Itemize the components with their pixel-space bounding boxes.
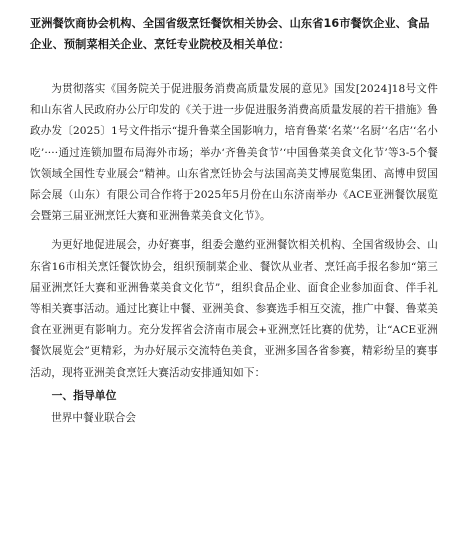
paragraph-event-invitation: 为更好地促进展会，办好赛事，组委会邀约亚洲餐饮相关机构、全国省级协会、山东省16市相关烹饪餐饮协会，组织预制菜企业、餐饮从业者、烹饪高手报名参加“第三届亚洲烹饪大赛和亚洲鲁菜美食文化节”，组织食品企业、面食企业参加面食、伴手礼等相关赛事活动。通过比赛让中餐、亚洲美食、参赛选手相互交流，推广中餐、鲁菜美食在亚洲更有影响力。充分发挥省会济南市展会+亚洲烹饪比赛的优势，让“ACE亚洲餐饮展览会”更精彩，为办好展示交流特色美食，亚洲多国各省参赛，精彩纷呈的赛事活动，现将亚洲美食烹饪大赛活动安排通知如下： <box>30 239 438 379</box>
salutation: 亚洲餐饮商协会机构、全国省级烹饪餐饮相关协会、山东省16市餐饮企业、食品企业、预制菜相关企业、烹饪专业院校及相关单位： <box>30 17 430 51</box>
section-heading-guiding-unit: 一、指导单位 <box>51 388 117 402</box>
paragraph-policy-background: 为贯彻落实《国务院关于促进服务消费高质量发展的意见》国发[2024]18号文件和山东省人民政府办公厅印发的《关于进一步促进服务消费高质量发展的若干措施》鲁政办发〔2025〕1号文件指示“提升鲁菜全国影响力，培育鲁菜‘名菜’‘名厨’‘名店’‘名小吃’····通过连锁加盟布局海外市场；举办‘齐鲁美食节’‘中国鲁菜美食文化节’等3-5个餐饮领域全国性专业展会”精神。山东省烹饪协会与法国高美艾博展览集团、高博申贸国际会展（山东）有限公司合作将于2025年5月份在山东济南举办《ACE亚洲餐饮展览会暨第三届亚洲烹饪大赛和亚洲鲁菜美食文化节》。 <box>30 83 438 223</box>
guiding-unit-name: 世界中餐业联合会 <box>51 411 136 424</box>
